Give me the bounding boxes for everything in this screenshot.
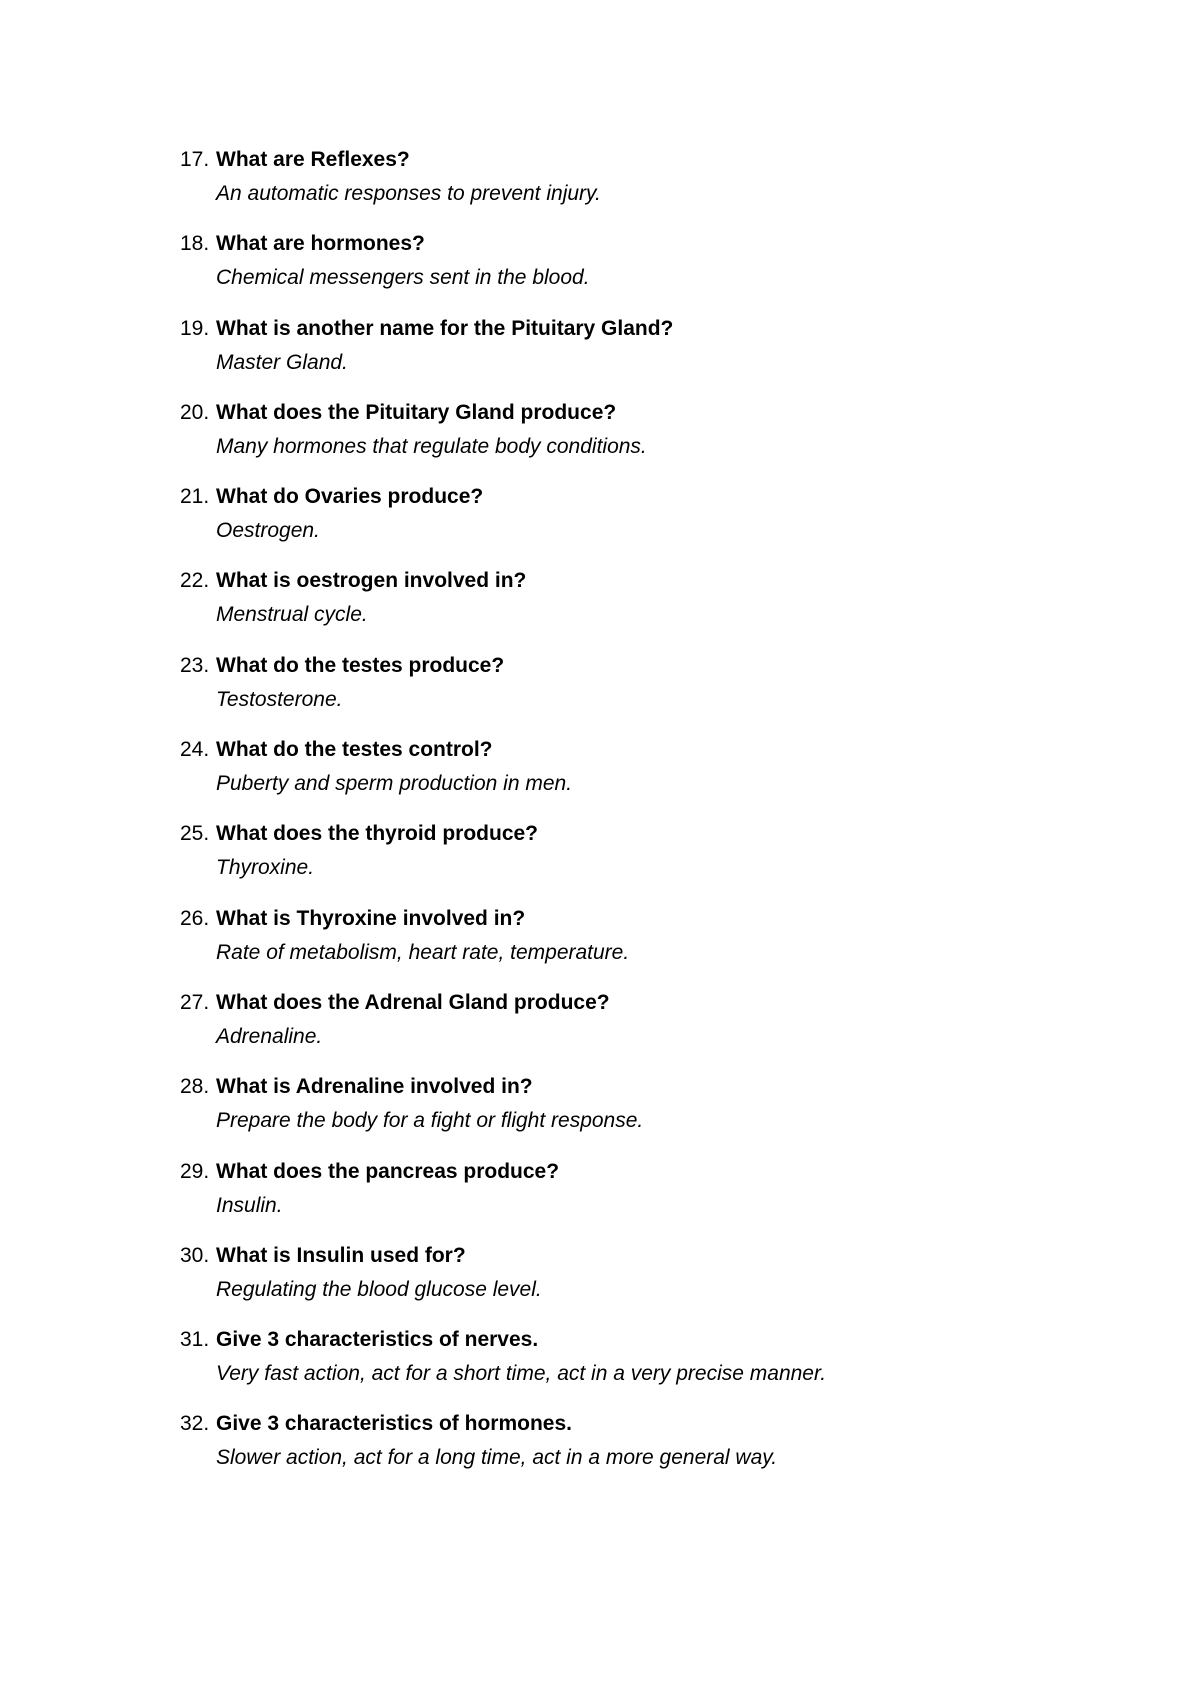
answer-text: Rate of metabolism, heart rate, temperature.: [216, 940, 630, 964]
answer-text: Adrenaline.: [216, 1024, 323, 1048]
item-number: 20.: [180, 400, 210, 424]
question-text: What is Insulin used for?: [216, 1243, 466, 1267]
item-number: 24.: [180, 738, 210, 762]
item-number: 23.: [180, 653, 210, 677]
answer-text: Slower action, act for a long time, act in a more general way.: [216, 1446, 778, 1470]
item-number: 27.: [180, 990, 210, 1014]
question-text: What does the Adrenal Gland produce?: [216, 990, 610, 1014]
list-item: [180, 988, 1140, 1072]
item-number: 32.: [180, 1412, 210, 1436]
answer-text: Puberty and sperm production in men.: [216, 772, 573, 796]
answer-text: Many hormones that regulate body conditions.: [216, 434, 647, 458]
list-item: [180, 819, 1140, 903]
list-item: [180, 1325, 1140, 1409]
question-text: What is oestrogen involved in?: [216, 569, 527, 593]
list-item: [180, 1409, 1140, 1493]
item-number: 22.: [180, 569, 210, 593]
item-number: 28.: [180, 1075, 210, 1099]
answer-text: Thyroxine.: [216, 856, 315, 880]
item-number: 18.: [180, 232, 210, 256]
item-number: 29.: [180, 1159, 210, 1183]
item-number: 17.: [180, 148, 210, 171]
list-item: [180, 398, 1140, 482]
question-text: What are hormones?: [216, 232, 425, 256]
question-text: Give 3 characteristics of nerves.: [216, 1328, 539, 1352]
answer-text: Testosterone.: [216, 687, 343, 711]
item-number: 19.: [180, 316, 210, 340]
list-item: [180, 229, 1140, 313]
list-item: [180, 566, 1140, 650]
answer-text: Chemical messengers sent in the blood.: [216, 266, 590, 290]
item-number: 21.: [180, 485, 210, 509]
item-number: 30.: [180, 1243, 210, 1267]
answer-text: An automatic responses to prevent injury.: [216, 182, 601, 205]
question-text: What do the testes control?: [216, 738, 493, 762]
answer-text: Menstrual cycle.: [216, 603, 368, 627]
answer-text: Insulin.: [216, 1193, 283, 1217]
list-item: [180, 1157, 1140, 1241]
answer-text: Regulating the blood glucose level.: [216, 1277, 542, 1301]
item-number: 25.: [180, 822, 210, 846]
question-text: What is another name for the Pituitary Gland?: [216, 316, 674, 340]
list-item: [180, 1241, 1140, 1325]
list-item: [180, 482, 1140, 566]
list-item: [180, 314, 1140, 398]
answer-text: Prepare the body for a fight or flight response.: [216, 1109, 644, 1133]
item-number: 26.: [180, 906, 210, 930]
list-item: [180, 735, 1140, 819]
question-text: What does the thyroid produce?: [216, 822, 539, 846]
question-text: What is Thyroxine involved in?: [216, 906, 526, 930]
question-text: What are Reflexes?: [216, 148, 410, 171]
question-answer-list: [180, 145, 1140, 1494]
list-item: [180, 1072, 1140, 1156]
question-text: Give 3 characteristics of hormones.: [216, 1412, 572, 1436]
item-number: 31.: [180, 1328, 210, 1352]
question-text: What do Ovaries produce?: [216, 485, 484, 509]
answer-text: Very fast action, act for a short time, act in a very precise manner.: [216, 1362, 827, 1386]
question-text: What does the Pituitary Gland produce?: [216, 400, 617, 424]
answer-text: Master Gland.: [216, 350, 348, 374]
list-item: [180, 145, 1140, 229]
list-item: [180, 651, 1140, 735]
answer-text: Oestrogen.: [216, 519, 320, 543]
question-text: What do the testes produce?: [216, 653, 505, 677]
question-text: What does the pancreas produce?: [216, 1159, 560, 1183]
list-item: [180, 904, 1140, 988]
question-text: What is Adrenaline involved in?: [216, 1075, 533, 1099]
